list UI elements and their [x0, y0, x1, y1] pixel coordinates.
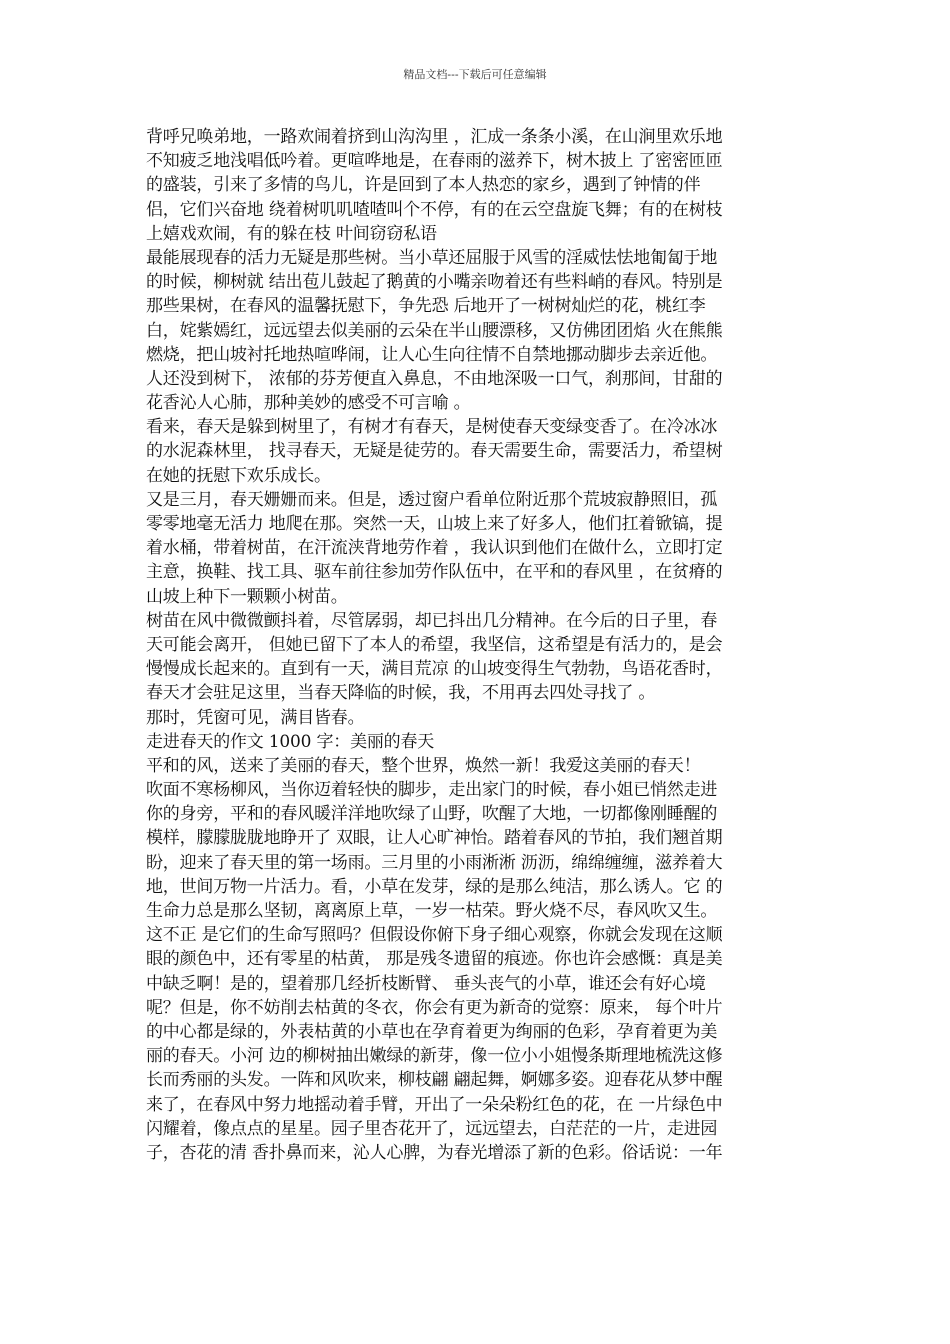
- text-line: 着水桶，带着树苗，在汗流浃背地劳作着 ，我认识到他们在做什么，立即打定: [146, 538, 723, 559]
- text-line: 零零地毫无活力 地爬在那。突然一天，山坡上来了好多人，他们扛着锨镐，提: [146, 514, 723, 534]
- text-line: 这不正 是它们的生命写照吗？但假设你俯下身子细心观察，你就会发现在这顺: [146, 925, 723, 946]
- body-text: [146, 125, 802, 1165]
- text-line: 闪耀着，像点点的星星。园子里杏花开了，远远望去，白茫茫的一片，走进园: [146, 1118, 718, 1139]
- text-line: 平和的风，送来了美丽的春天，整个世界，焕然一新！我爱这美丽的春天！: [146, 755, 701, 776]
- text-line: 树苗在风中微微颤抖着，尽管孱弱，却已抖出几分精神。在今后的日子里，春: [146, 610, 718, 631]
- text-line: 的盛装，引来了多情的鸟儿，许是回到了本人热恋的家乡，遇到了钟情的伴: [146, 175, 701, 196]
- text-line: 看来，春天是躲到树里了，有树才有春天，是树使春天变绿变香了。在冷冰冰: [146, 417, 718, 438]
- text-line: 模样，朦朦胧胧地睁开了 双眼，让人心旷神怡。踏着春风的节拍，我们翘首期: [146, 828, 723, 849]
- text-line: 中缺乏啊！是的，望着那几经折枝断臂、 垂头丧气的小草，谁还会有好心境: [146, 973, 706, 994]
- text-line: 春天才会驻足这里，当春天降临的时候，我，不用再去四处寻找了 。: [146, 683, 656, 704]
- text-line: 的水泥森林里， 找寻春天，无疑是徒劳的。春天需要生命，需要活力，希望树: [146, 441, 723, 462]
- text-line: 来了，在春风中努力地摇动着手臂，开出了一朵朵粉红色的花，在 一片绿色中: [146, 1094, 723, 1115]
- text-line: 丽的春天。小河 边的柳树抽出嫩绿的新芽，像一位小小姐慢条斯理地梳洗这修: [146, 1046, 723, 1067]
- text-line: 长而秀丽的头发。一阵和风吹来，柳枝翩 翩起舞，婀娜多姿。迎春花从梦中醒: [146, 1070, 723, 1091]
- text-line: 走进春天的作文 1000 字：美丽的春天: [146, 731, 435, 752]
- page-header: 精品文档---下载后可任意编辑: [403, 68, 547, 81]
- text-line: 白，姹紫嫣红，远远望去似美丽的云朵在半山腰漂移，又仿佛团团焰 火在熊熊: [146, 320, 723, 341]
- text-line: 背呼兄唤弟地，一路欢闹着挤到山沟沟里 ，汇成一条条小溪，在山涧里欢乐地: [146, 127, 723, 147]
- text-line: 呢？但是，你不妨削去枯黄的冬衣，你会有更为新奇的觉察：原来， 每个叶片: [146, 997, 723, 1018]
- text-line: 人还没到树下， 浓郁的芬芳便直入鼻息，不由地深吸一口气，刹那间，甘甜的: [146, 368, 723, 389]
- text-line: 子，杏花的清 香扑鼻而来，沁人心脾，为春光增添了新的色彩。俗话说：一年: [146, 1142, 723, 1163]
- text-line: 生命力总是那么坚韧，离离原上草，一岁一枯荣。野火烧不尽，春风吹又生。: [146, 901, 718, 921]
- text-line: 天可能会离开， 但她已留下了本人的希望，我坚信，这希望是有活力的，是会: [146, 634, 723, 655]
- text-line: 眼的颜色中，还有零星的枯黄， 那是残冬遗留的痕迹。你也许会感慨：真是美: [146, 949, 723, 970]
- text-line: 山坡上种下一颗颗小树苗。: [146, 586, 348, 607]
- text-line: 慢慢成长起来的。直到有一天，满目荒凉 的山坡变得生气勃勃，鸟语花香时，: [146, 659, 723, 680]
- text-line: 在她的抚慰下欢乐成长。: [146, 465, 331, 486]
- text-line: 又是三月，春天姗姗而来。但是，透过窗户看单位附近那个荒坡寂静照旧，孤: [146, 489, 718, 510]
- text-line: 主意，换鞋、找工具、驱车前往参加劳作队伍中，在平和的春风里 ，在贫瘠的: [146, 562, 723, 583]
- text-line: 燃烧，把山坡衬托地热喧哗闹，让人心生向往情不自禁地挪动脚步去亲近他。: [146, 344, 718, 365]
- text-line: 侣，它们兴奋地 绕着树叽叽喳喳叫个不停，有的在云空盘旋飞舞；有的在树枝: [146, 199, 723, 220]
- text-line: 那些果树，在春风的温馨抚慰下，争先恐 后地开了一树树灿烂的花，桃红李: [146, 296, 706, 317]
- text-line: 吹面不寒杨柳风，当你迈着轻快的脚步，走出家门的时候，春小姐已悄然走进: [146, 780, 718, 801]
- text-line: 上嬉戏欢闹，有的躲在枝 叶间窃窃私语: [146, 223, 437, 244]
- text-line: 那时，凭窗可见，满目皆春。: [146, 707, 365, 728]
- text-line: 你的身旁，平和的春风暖洋洋地吹绿了山野，吹醒了大地，一切都像刚睡醒的: [146, 804, 718, 825]
- text-line: 的时候，柳树就 结出苞儿鼓起了鹅黄的小嘴亲吻着还有些料峭的春风。特别是: [146, 272, 723, 293]
- text-line: 花香沁人心肺，那种美妙的感受不可言喻 。: [146, 393, 471, 414]
- text-line: 地，世间万物一片活力。看，小草在发芽，绿的是那么纯洁，那么诱人。它 的: [146, 876, 723, 897]
- text-line: 盼，迎来了春天里的第一场雨。三月里的小雨淅淅 沥沥，绵绵缠缠，滋养着大: [146, 852, 723, 873]
- text-line: 不知疲乏地浅唱低吟着。更喧哗地是，在春雨的滋养下，树木披上 了密密匝匝: [146, 151, 723, 172]
- text-line: 最能展现春的活力无疑是那些树。当小草还屈服于风雪的淫威怯怯地匍匐于地: [146, 247, 718, 268]
- text-line: 的中心都是绿的，外表枯黄的小草也在孕育着更为绚丽的色彩，孕育着更为美: [146, 1021, 718, 1042]
